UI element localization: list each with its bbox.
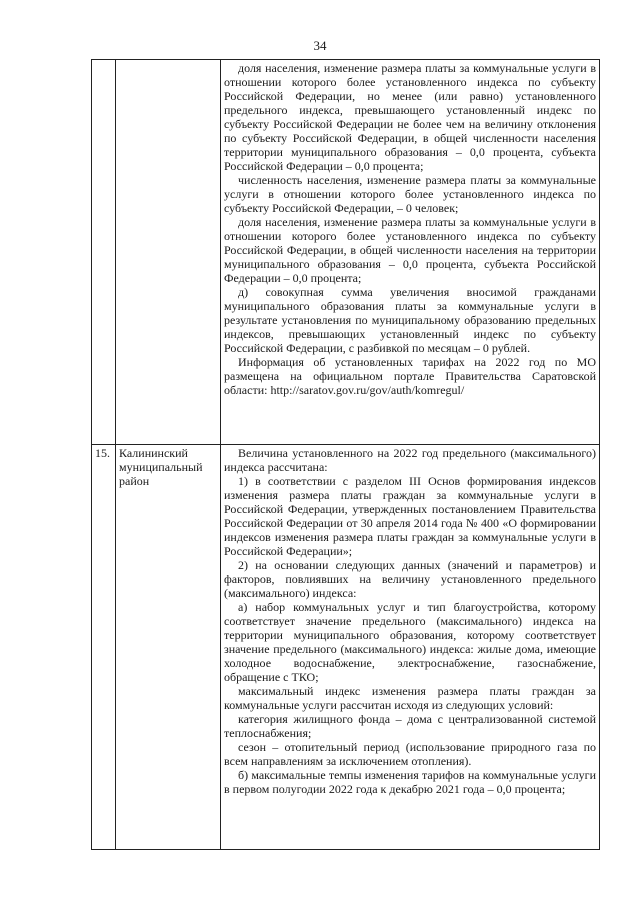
paragraph: численность населения, изменение размера платы за коммунальные услуги в отношении которого более установленного индекса по субъекту Российской Федерации, – 0 человек; xyxy=(224,173,596,215)
paragraph: доля населения, изменение размера платы за коммунальные услуги в отношении которого более установленного индекса по субъекту Российской Федерации, но менее (или равно) установленного предельного индекса, превышающего установленный индекс по субъекту Российской Федерации не более чем на величину отклонения по субъекту Российской Федерации, в общей численности населения территории муниципального образования – 0,0 процента, субъекта Российской Федерации – 0,0 процента; xyxy=(224,61,596,173)
paragraph: а) набор коммунальных услуг и тип благоустройства, которому соответствует значение предельного (максимального) индекса на территории муниципального образования, которому соответствует значение предельного (максимального) индекса: жилые дома, имеющие холодное водоснабжение, электроснабжение, газоснабжение, обращение с ТКО; xyxy=(224,600,596,684)
paragraph: сезон – отопительный период (использование природного газа по всем направлениям за исключением отопления). xyxy=(224,740,596,768)
paragraph: доля населения, изменение размера платы за коммунальные услуги в отношении которого более установленного индекса по субъекту Российской Федерации, в общей численности населения на территории муниципального образования – 0,0 процента, субъекта Российской Федерации – 0,0 процента; xyxy=(224,215,596,285)
row-number-cell: 15. xyxy=(92,445,116,850)
paragraph: д) совокупная сумма увеличения вносимой гражданами муниципального образования платы за коммунальные услуги в результате установления по муниципальному образованию предельных индексов, превышающих установленный индекс по субъекту Российской Федерации, с разбивкой по месяцам – 0 рублей. xyxy=(224,285,596,355)
paragraph: категория жилищного фонда – дома с централизованной системой теплоснабжения; xyxy=(224,712,596,740)
paragraph: б) максимальные темпы изменения тарифов на коммунальные услуги в первом полугодии 2022 года к декабрю 2021 года – 0,0 процента; xyxy=(224,768,596,796)
table-row xyxy=(92,60,600,445)
description-cell xyxy=(221,60,600,445)
municipality-name-cell: Калининский муниципальный район xyxy=(116,445,221,850)
paragraph: максимальный индекс изменения размера платы граждан за коммунальные услуги рассчитан исходя из следующих условий: xyxy=(224,684,596,712)
document-table xyxy=(91,59,600,850)
paragraph: 2) на основании следующих данных (значений и параметров) и факторов, повлиявших на величину установленного предельного (максимального) индекса: xyxy=(224,558,596,600)
paragraph: 1) в соответствии с разделом III Основ формирования индексов изменения размера платы граждан за коммунальные услуги в Российской Федерации, утвержденных постановлением Правительства Российской Федерации от 30 апреля 2014 года № 400 «О формировании индексов изменения размера платы граждан за коммунальные услуги в Российской Федерации»; xyxy=(224,474,596,558)
table-row xyxy=(92,445,600,850)
page-number: 34 xyxy=(313,38,327,53)
municipality-name-cell xyxy=(116,60,221,445)
paragraph: Информация об установленных тарифах на 2022 год по МО размещена на официальном портале Правительства Саратовской области: http://saratov.gov.ru/gov/auth/komregul/ xyxy=(224,355,596,397)
row-number-cell xyxy=(92,60,116,445)
description-cell xyxy=(221,445,600,850)
paragraph: Величина установленного на 2022 год предельного (максимального) индекса рассчитана: xyxy=(224,446,596,474)
